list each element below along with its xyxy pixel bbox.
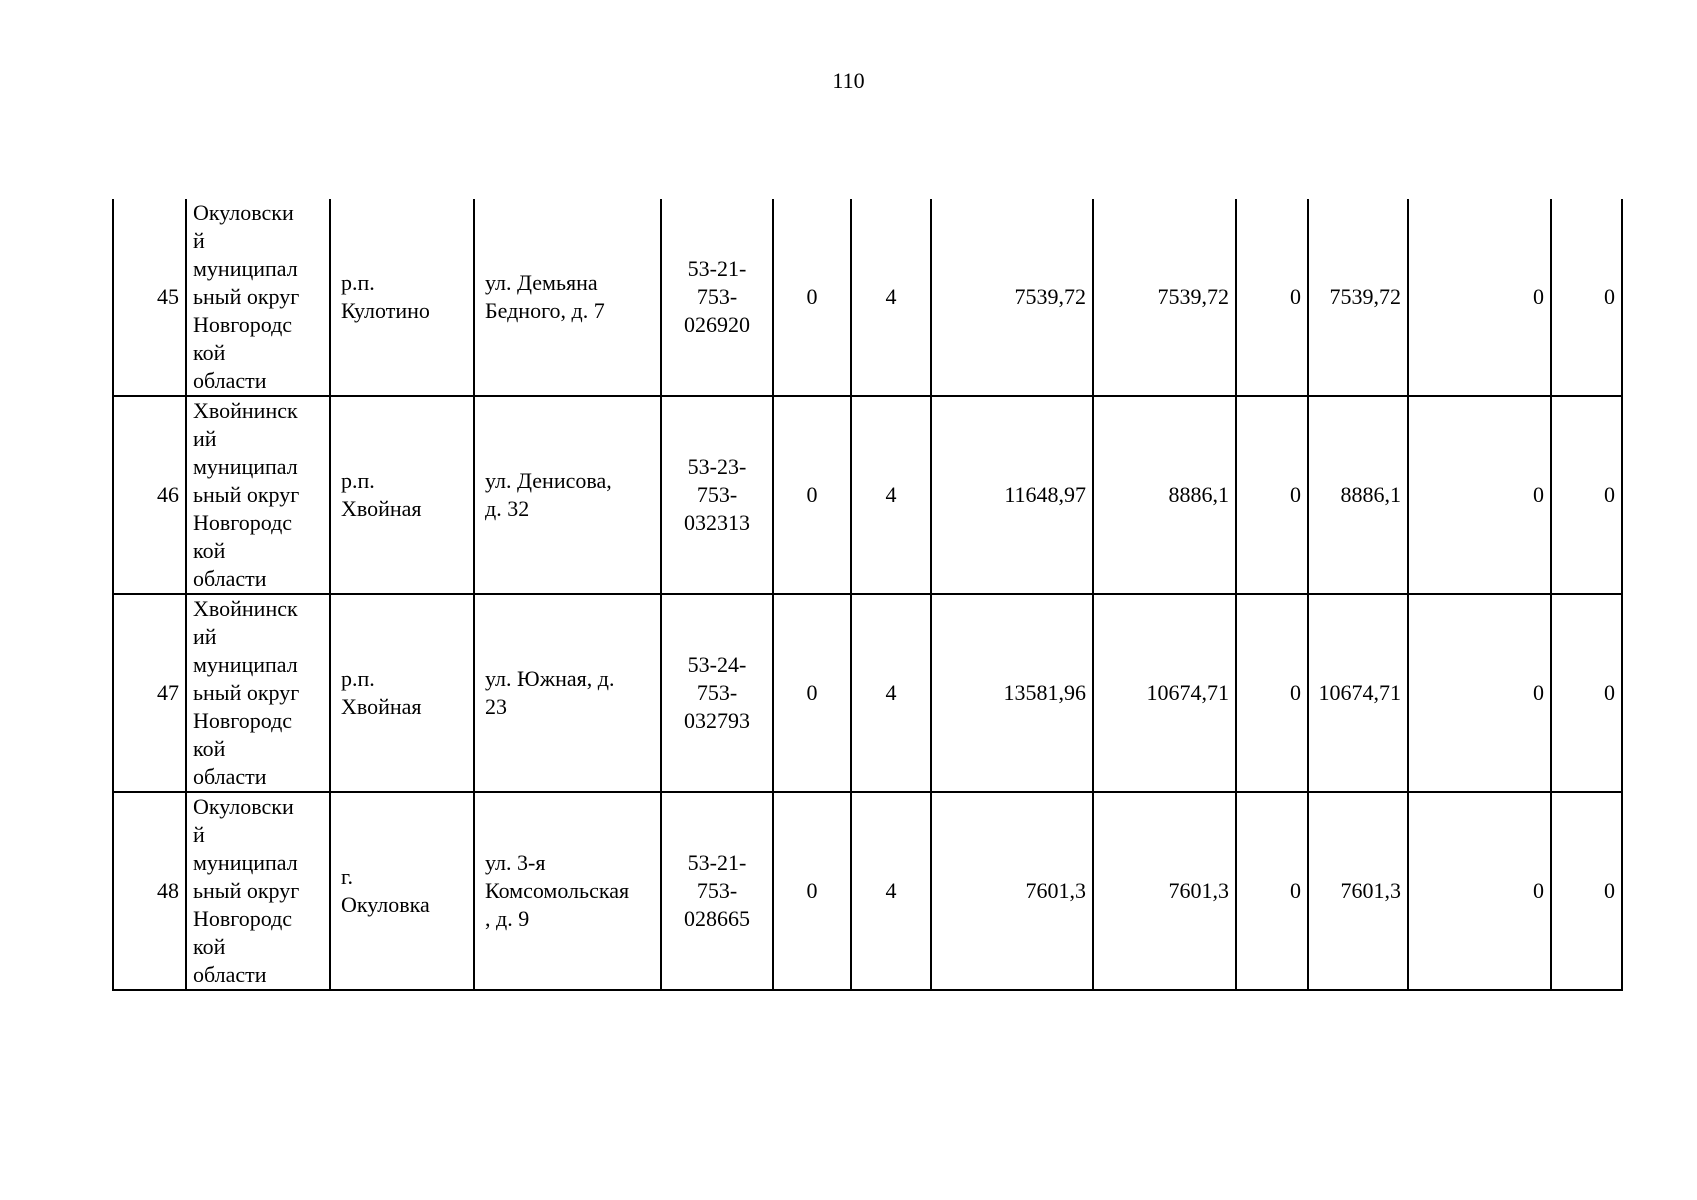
settlement-cell: г. Окуловка [330, 792, 474, 990]
value-cell: 0 [1408, 199, 1551, 396]
municipality-cell: Окуловски й муниципал ьный округ Новгородс кой области [186, 792, 330, 990]
value-cell: 4 [851, 792, 931, 990]
settlement-cell: р.п. Хвойная [330, 396, 474, 594]
value-cell: 0 [1551, 594, 1622, 792]
registry-table [112, 199, 1623, 991]
code-cell: 53-21- 753- 028665 [661, 792, 773, 990]
value-cell: 8886,1 [1308, 396, 1408, 594]
code-cell: 53-24- 753- 032793 [661, 594, 773, 792]
value-cell: 0 [1408, 594, 1551, 792]
value-cell: 0 [1408, 792, 1551, 990]
value-cell: 0 [1236, 396, 1308, 594]
value-cell: 10674,71 [1308, 594, 1408, 792]
value-cell: 4 [851, 594, 931, 792]
address-cell: ул. 3-я Комсомольская , д. 9 [474, 792, 661, 990]
municipality-cell: Хвойнинск ий муниципал ьный округ Новгородс кой области [186, 396, 330, 594]
value-cell: 0 [1551, 199, 1622, 396]
address-cell: ул. Демьяна Бедного, д. 7 [474, 199, 661, 396]
value-cell: 7601,3 [1308, 792, 1408, 990]
municipality-cell: Окуловски й муниципал ьный округ Новгородс кой области [186, 199, 330, 396]
settlement-cell: р.п. Кулотино [330, 199, 474, 396]
value-cell: 11648,97 [931, 396, 1093, 594]
code-cell: 53-21- 753- 026920 [661, 199, 773, 396]
row-index: 48 [113, 792, 186, 990]
table-row [113, 792, 1622, 990]
value-cell: 0 [1551, 792, 1622, 990]
value-cell: 0 [773, 396, 851, 594]
value-cell: 7601,3 [1093, 792, 1236, 990]
value-cell: 0 [773, 792, 851, 990]
row-index: 45 [113, 199, 186, 396]
address-cell: ул. Южная, д. 23 [474, 594, 661, 792]
value-cell: 8886,1 [1093, 396, 1236, 594]
table-row [113, 594, 1622, 792]
value-cell: 0 [1236, 199, 1308, 396]
value-cell: 0 [1236, 792, 1308, 990]
row-index: 47 [113, 594, 186, 792]
value-cell: 0 [1408, 396, 1551, 594]
value-cell: 10674,71 [1093, 594, 1236, 792]
value-cell: 0 [773, 199, 851, 396]
code-cell: 53-23- 753- 032313 [661, 396, 773, 594]
value-cell: 7539,72 [931, 199, 1093, 396]
page-number: 110 [832, 68, 865, 93]
value-cell: 4 [851, 199, 931, 396]
value-cell: 13581,96 [931, 594, 1093, 792]
table-row [113, 199, 1622, 396]
row-index: 46 [113, 396, 186, 594]
value-cell: 4 [851, 396, 931, 594]
value-cell: 0 [773, 594, 851, 792]
value-cell: 7539,72 [1308, 199, 1408, 396]
municipality-cell: Хвойнинск ий муниципал ьный округ Новгородс кой области [186, 594, 330, 792]
address-cell: ул. Денисова, д. 32 [474, 396, 661, 594]
settlement-cell: р.п. Хвойная [330, 594, 474, 792]
value-cell: 7539,72 [1093, 199, 1236, 396]
value-cell: 7601,3 [931, 792, 1093, 990]
value-cell: 0 [1551, 396, 1622, 594]
table-row [113, 396, 1622, 594]
value-cell: 0 [1236, 594, 1308, 792]
